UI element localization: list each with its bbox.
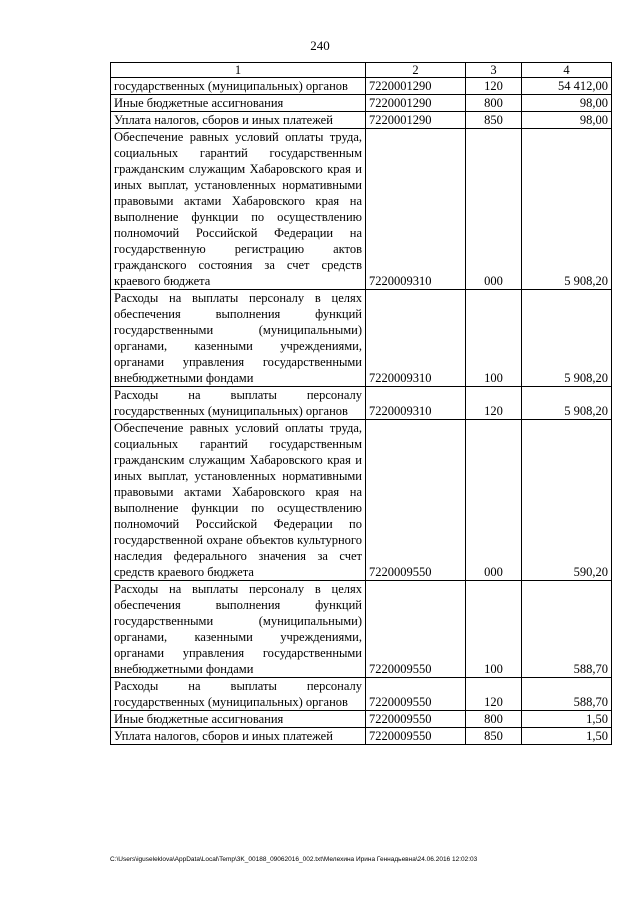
column-header-code: 2 [366, 63, 466, 78]
row-code: 7220001290 [366, 112, 466, 129]
row-amount: 1,50 [522, 711, 612, 728]
table-row [111, 112, 612, 129]
row-kind: 800 [466, 711, 522, 728]
footer-file-path: C:\Users\iguseleklova\AppData\Local\Temp\3K_00188_09062016_002.txt\Мелехина Ирина Геннадьевна\24.06.2016 12:02:03 [110, 856, 478, 863]
row-amount: 1,50 [522, 728, 612, 745]
row-amount: 5 908,20 [522, 129, 612, 290]
row-amount: 54 412,00 [522, 78, 612, 95]
table-row [111, 78, 612, 95]
row-code: 7220009550 [366, 581, 466, 678]
row-amount: 5 908,20 [522, 387, 612, 420]
row-kind: 100 [466, 581, 522, 678]
row-code: 7220009550 [366, 711, 466, 728]
row-amount: 98,00 [522, 112, 612, 129]
table-row [111, 678, 612, 711]
row-code: 7220009550 [366, 728, 466, 745]
row-kind: 120 [466, 78, 522, 95]
row-name: Расходы на выплаты персоналу в целях обеспечения выполнения функций государственными (муниципальными) органами, казенными учреждениями, органами управления государственными внебюджетными фондами [111, 290, 366, 387]
row-name: Расходы на выплаты персоналу государственных (муниципальных) органов [111, 678, 366, 711]
row-code: 7220001290 [366, 78, 466, 95]
table-row [111, 387, 612, 420]
row-kind: 000 [466, 420, 522, 581]
table-row [111, 728, 612, 745]
page-number: 240 [310, 38, 330, 53]
row-name: Обеспечение равных условий оплаты труда, социальных гарантий государственным гражданским служащим Хабаровского края и иных выплат, установленных нормативными правовыми актами Хабаровского края на выполнение функции по осуществлению полномочий Российской Федерации на государственную регистрацию актов гражданского состояния за счет средств краевого бюджета [111, 129, 366, 290]
row-name: Обеспечение равных условий оплаты труда, социальных гарантий государственным гражданским служащим Хабаровского края и иных выплат, установленных нормативными правовыми актами Хабаровского края на выполнение функции по осуществлению полномочий Российской Федерации по государственной охране объектов культурного наследия федерального значения за счет средств краевого бюджета [111, 420, 366, 581]
row-code: 7220009550 [366, 420, 466, 581]
row-kind: 850 [466, 728, 522, 745]
row-name: Иные бюджетные ассигнования [111, 711, 366, 728]
row-code: 7220001290 [366, 95, 466, 112]
row-kind: 000 [466, 129, 522, 290]
table-row [111, 129, 612, 290]
table-row [111, 420, 612, 581]
row-kind: 100 [466, 290, 522, 387]
row-amount: 588,70 [522, 678, 612, 711]
row-amount: 5 908,20 [522, 290, 612, 387]
table-header-row [111, 63, 612, 78]
row-code: 7220009310 [366, 387, 466, 420]
row-name: Уплата налогов, сборов и иных платежей [111, 728, 366, 745]
row-code: 7220009310 [366, 129, 466, 290]
row-name: Расходы на выплаты персоналу в целях обеспечения выполнения функций государственными (муниципальными) органами, казенными учреждениями, органами управления государственными внебюджетными фондами [111, 581, 366, 678]
column-header-kind: 3 [466, 63, 522, 78]
budget-table [110, 62, 612, 745]
row-amount: 98,00 [522, 95, 612, 112]
row-name: Иные бюджетные ассигнования [111, 95, 366, 112]
row-kind: 850 [466, 112, 522, 129]
column-header-amount: 4 [522, 63, 612, 78]
row-name: Уплата налогов, сборов и иных платежей [111, 112, 366, 129]
table-row [111, 711, 612, 728]
row-code: 7220009310 [366, 290, 466, 387]
row-kind: 120 [466, 387, 522, 420]
row-kind: 120 [466, 678, 522, 711]
row-name: Расходы на выплаты персоналу государственных (муниципальных) органов [111, 387, 366, 420]
table-row [111, 581, 612, 678]
table-row [111, 95, 612, 112]
table-row [111, 290, 612, 387]
row-name: государственных (муниципальных) органов [111, 78, 366, 95]
row-kind: 800 [466, 95, 522, 112]
row-amount: 590,20 [522, 420, 612, 581]
row-code: 7220009550 [366, 678, 466, 711]
row-amount: 588,70 [522, 581, 612, 678]
column-header-name: 1 [111, 63, 366, 78]
